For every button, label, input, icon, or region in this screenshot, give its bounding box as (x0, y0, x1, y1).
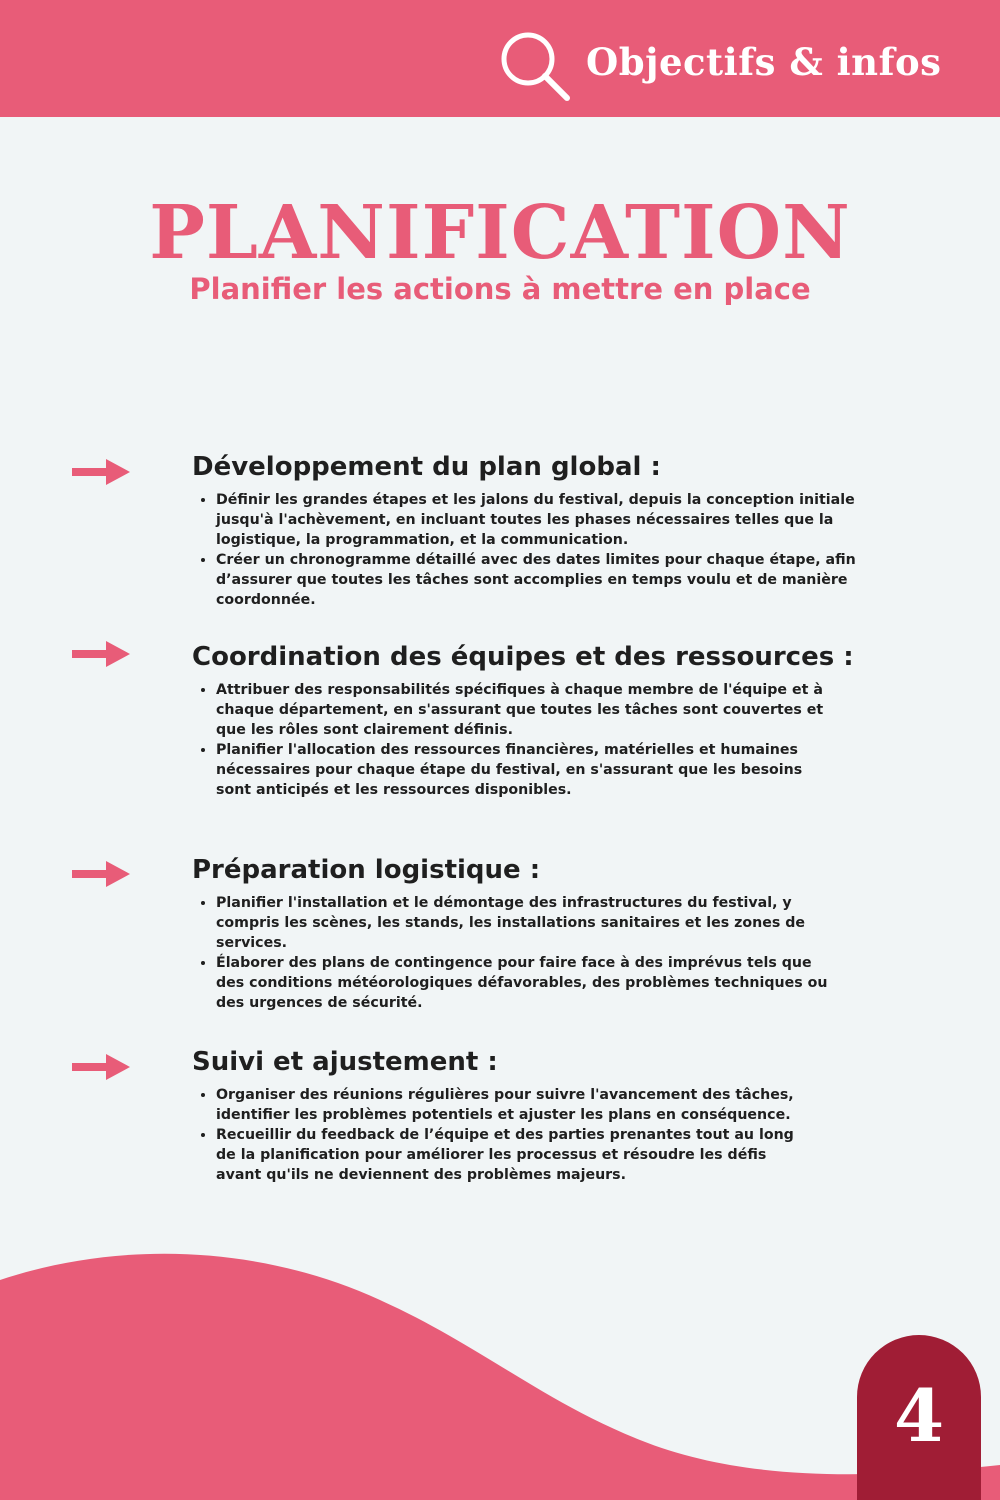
search-icon (497, 28, 573, 104)
section-heading: Préparation logistique : (192, 855, 541, 885)
page-title: PLANIFICATION (149, 190, 851, 276)
header-bar (0, 0, 1000, 117)
list-item: • Attribuer des responsabilités spécifiques à chaque membre de l'équipe et à chaque département, en s'assurant que toutes les tâches sont couvertes et que les rôles sont clairement définis. (216, 680, 826, 740)
bullet-list (200, 490, 906, 610)
header-title: Objectifs & infos (586, 40, 942, 84)
page-number-badge (857, 1335, 981, 1500)
arrow-right-icon (70, 1051, 132, 1083)
list-item: • Planifier l'installation et le démontage des infrastructures du festival, y compris les scènes, les stands, les installations sanitaires et les zones de services. (216, 893, 836, 953)
section-heading: Coordination des équipes et des ressources : (192, 642, 854, 672)
list-item: • Définir les grandes étapes et les jalons du festival, depuis la conception initiale jusqu'à l'achèvement, en incluant toutes les phases nécessaires telles que la logistique, la programmation, et la communication. (216, 490, 906, 550)
arrow-right-icon (70, 858, 132, 890)
arrow-right-icon (70, 456, 132, 488)
bullet-list (200, 680, 826, 800)
list-item: • Recueillir du feedback de l’équipe et des parties prenantes tout au long de la planification pour améliorer les processus et résoudre les défis avant qu'ils ne deviennent des problèmes majeurs. (216, 1125, 816, 1185)
decorative-wave (0, 1250, 1000, 1500)
list-item: • Élaborer des plans de contingence pour faire face à des imprévus tels que des conditions météorologiques défavorables, des problèmes techniques ou des urgences de sécurité. (216, 953, 836, 1013)
bullet-list (200, 1085, 816, 1185)
section-heading: Suivi et ajustement : (192, 1047, 498, 1077)
arrow-right-icon (70, 638, 132, 670)
list-item: • Créer un chronogramme détaillé avec des dates limites pour chaque étape, afin d’assurer que toutes les tâches sont accomplies en temps voulu et de manière coordonnée. (216, 550, 906, 610)
section-heading: Développement du plan global : (192, 452, 661, 482)
page-number: 4 (893, 1373, 945, 1458)
page-subtitle: Planifier les actions à mettre en place (189, 272, 811, 306)
bullet-list (200, 893, 836, 1013)
list-item: • Organiser des réunions régulières pour suivre l'avancement des tâches, identifier les problèmes potentiels et ajuster les plans en conséquence. (216, 1085, 816, 1125)
list-item: • Planifier l'allocation des ressources financières, matérielles et humaines nécessaires pour chaque étape du festival, en s'assurant que les besoins sont anticipés et les ressources disponibles. (216, 740, 826, 800)
